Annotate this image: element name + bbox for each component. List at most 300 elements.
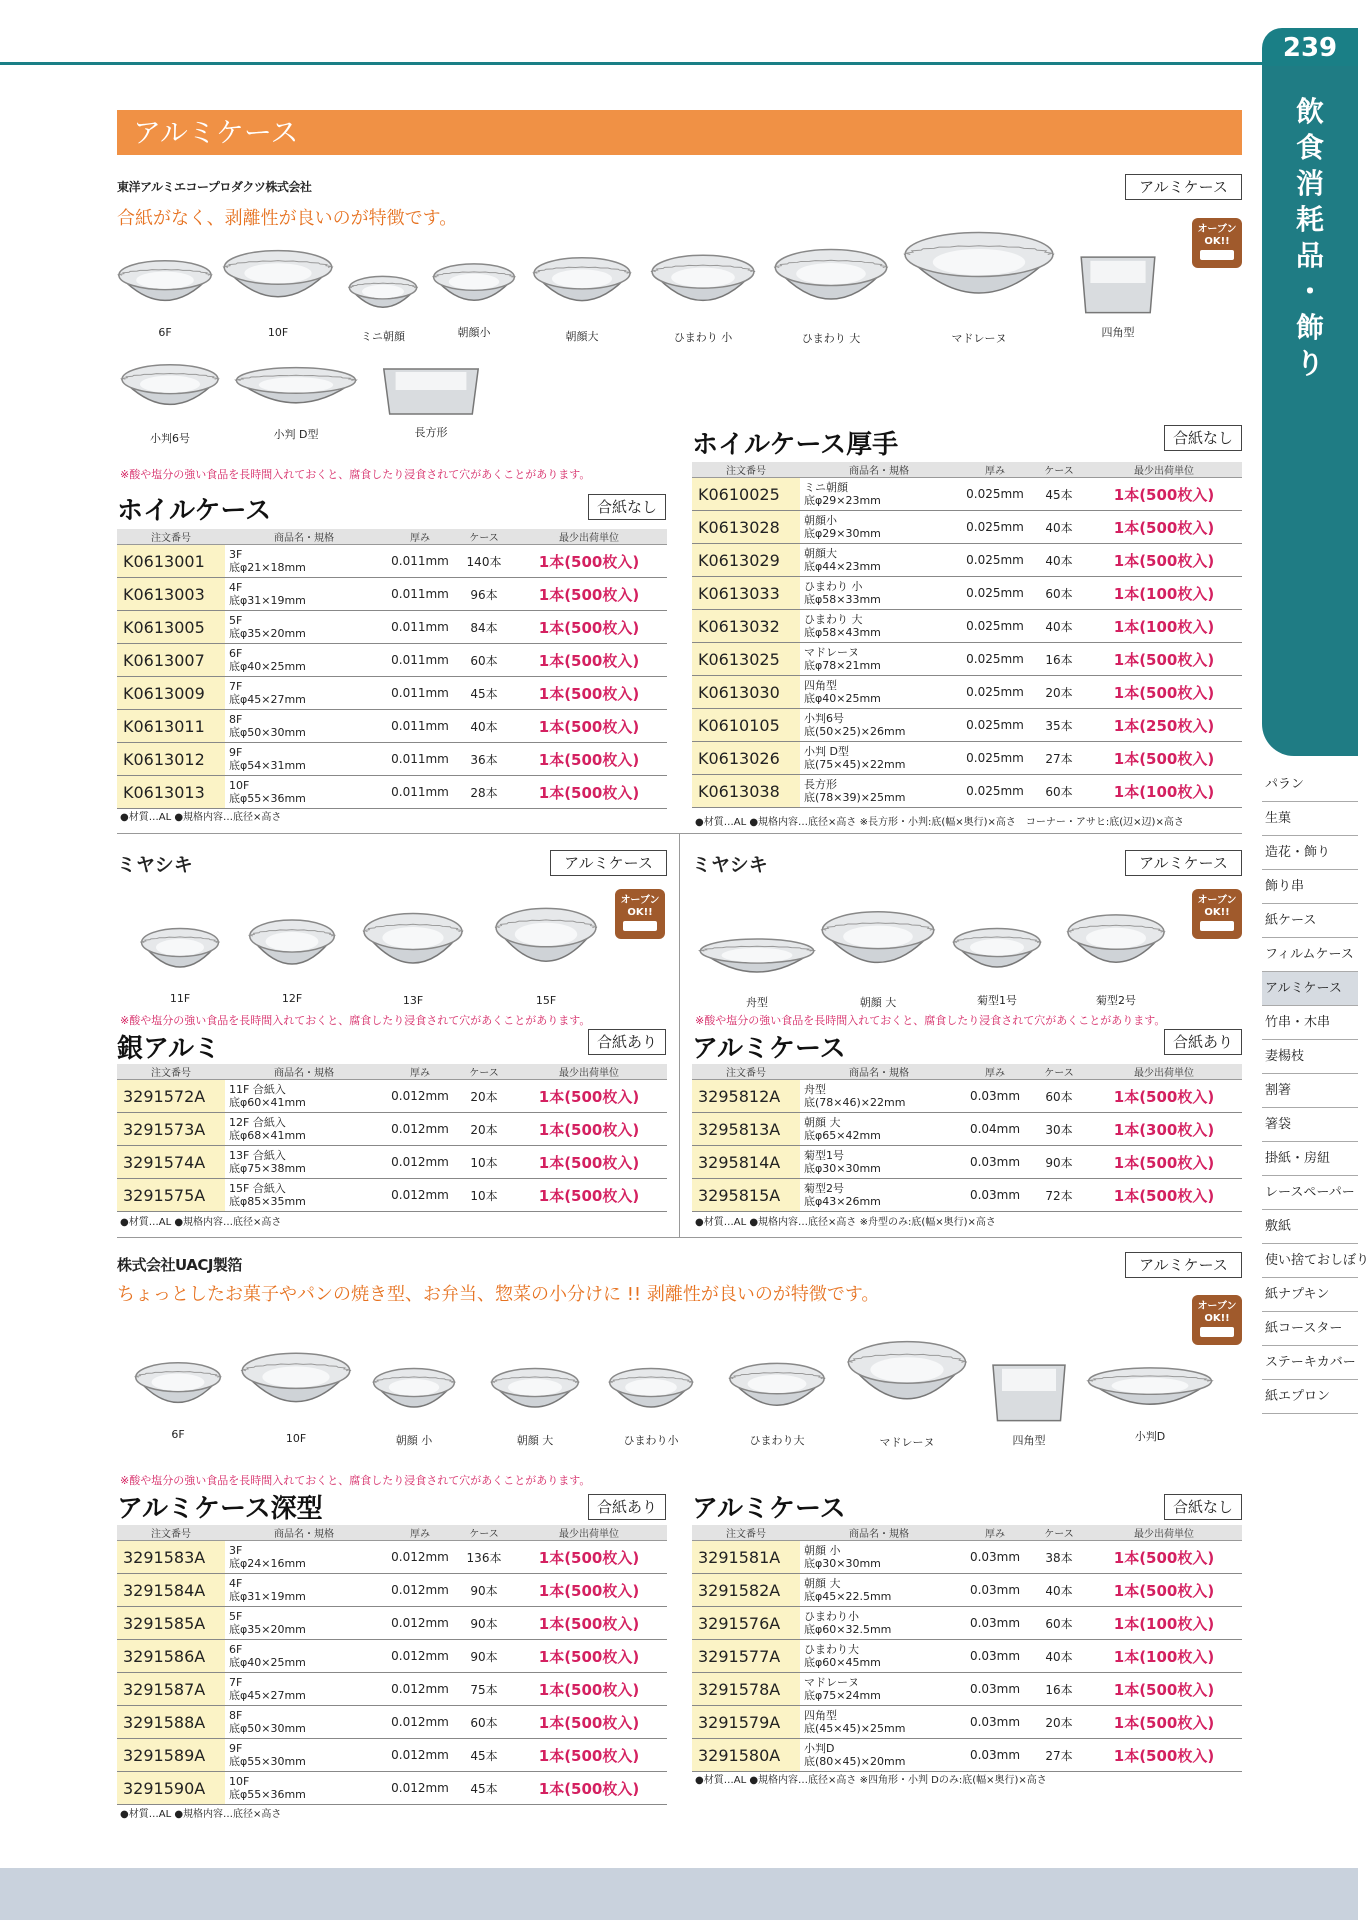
- category-tab[interactable]: [1262, 66, 1358, 756]
- product-label: 10F: [285, 1432, 307, 1445]
- thickness: 0.025mm: [958, 610, 1032, 643]
- section-title-foil-case-thick: ホイルケース厚手: [692, 430, 899, 460]
- table-row[interactable]: [692, 1607, 1242, 1640]
- thickness: 0.03mm: [958, 1673, 1032, 1706]
- foil-cup-icon: [952, 918, 1042, 988]
- table-row[interactable]: [692, 544, 1242, 577]
- maker-name: 東洋アルミエコープロダクツ株式会社: [117, 180, 312, 194]
- oven-ok-badge: オーブンOK!!: [1192, 218, 1242, 268]
- table-row[interactable]: [117, 1541, 667, 1574]
- foil-cup-icon: [348, 268, 418, 324]
- maker-tagline: ちょっとしたお菓子やパンの焼き型、お弁当、惣菜の小分けに !! 剥離性が良いのが特徴です。: [117, 1284, 880, 1305]
- sidebar-item[interactable]: 敷紙: [1262, 1210, 1358, 1244]
- tag-aluminum: アルミケース: [550, 850, 667, 876]
- product-spec: [800, 1179, 958, 1212]
- product-label: 11F: [169, 992, 191, 1005]
- case-qty: 40本: [1032, 511, 1086, 544]
- order-number: K0610105: [692, 709, 800, 742]
- thickness: 0.011mm: [383, 644, 457, 677]
- column-header-case: ケース: [457, 1064, 511, 1080]
- foil-cup-icon: [117, 250, 213, 322]
- product-name: 11F 合紙入: [229, 1083, 286, 1096]
- product-item: [698, 930, 816, 1010]
- case-qty: 38本: [1032, 1541, 1086, 1574]
- product-spec: [225, 776, 383, 809]
- table-row[interactable]: [117, 1179, 667, 1212]
- table-row[interactable]: [117, 1080, 667, 1113]
- product-item: [140, 918, 220, 1005]
- case-qty: 90本: [457, 1607, 511, 1640]
- min-order-unit: 1本(500枚入): [1086, 544, 1242, 577]
- order-number: 3291581A: [692, 1541, 800, 1574]
- page-number: 239: [1262, 28, 1358, 68]
- product-size: 底φ75×38mm: [229, 1162, 306, 1175]
- thickness: 0.012mm: [383, 1739, 457, 1772]
- min-order-unit: 1本(500枚入): [1086, 1541, 1242, 1574]
- product-spec: [800, 544, 958, 577]
- case-qty: 84本: [457, 611, 511, 644]
- table-row[interactable]: [117, 776, 667, 809]
- product-item: [240, 1340, 352, 1445]
- product-label: 6F: [171, 1428, 185, 1441]
- thickness: 0.012mm: [383, 1179, 457, 1212]
- table-row[interactable]: [692, 742, 1242, 775]
- min-order-unit: 1本(500枚入): [1086, 511, 1242, 544]
- product-label: 舟型: [746, 996, 768, 1009]
- order-number: K0613009: [117, 677, 225, 710]
- product-label: 6F: [158, 326, 172, 339]
- sidebar-item[interactable]: フィルムケース: [1262, 938, 1358, 972]
- case-qty: 60本: [457, 1706, 511, 1739]
- min-order-unit: 1本(500枚入): [511, 1640, 667, 1673]
- column-header-thick: 厚み: [383, 1525, 457, 1541]
- foil-cup-icon: [773, 236, 889, 326]
- thickness: 0.011mm: [383, 545, 457, 578]
- min-order-unit: 1本(500枚入): [511, 1574, 667, 1607]
- min-order-unit: 1本(500枚入): [511, 1113, 667, 1146]
- product-size: 底φ40×25mm: [229, 1656, 306, 1669]
- case-qty: 140本: [457, 545, 511, 578]
- min-order-unit: 1本(500枚入): [511, 1541, 667, 1574]
- table-note: ●材質…AL ●規格内容…底径×高さ: [120, 1809, 282, 1820]
- product-item: [222, 238, 334, 339]
- product-name: 9F: [229, 1742, 243, 1755]
- order-number: 3291582A: [692, 1574, 800, 1607]
- foil-cup-icon: [650, 243, 756, 325]
- foil-cup-icon: [902, 216, 1056, 326]
- sidebar-item[interactable]: 造花・飾り: [1262, 836, 1358, 870]
- min-order-unit: 1本(500枚入): [511, 545, 667, 578]
- table-row[interactable]: [692, 775, 1242, 808]
- order-number: K0613038: [692, 775, 800, 808]
- warning-note: ※酸や塩分の強い食品を長時間入れておくと、腐食したり浸食されて穴があくことがあります。: [120, 468, 591, 481]
- table-row[interactable]: [692, 1706, 1242, 1739]
- product-item: [234, 358, 358, 442]
- min-order-unit: 1本(300枚入): [1086, 1113, 1242, 1146]
- foil-cup-icon: [234, 358, 358, 422]
- table-row[interactable]: [117, 1772, 667, 1805]
- product-name: 菊型1号: [804, 1149, 844, 1162]
- tag-with-paper: 合紙あり: [588, 1029, 666, 1055]
- product-label: 朝顔 大: [516, 1434, 554, 1447]
- table-silver-alumi: [117, 1064, 667, 1212]
- column-header-thick: 厚み: [958, 1525, 1032, 1541]
- table-foil-case: [117, 529, 667, 809]
- foil-cup-icon: [222, 238, 334, 322]
- product-spec: [800, 676, 958, 709]
- table-row[interactable]: [692, 643, 1242, 676]
- sidebar-item[interactable]: 生菓: [1262, 802, 1358, 836]
- sidebar-item[interactable]: 紙エプロン: [1262, 1380, 1358, 1414]
- min-order-unit: 1本(500枚入): [1086, 1574, 1242, 1607]
- min-order-unit: 1本(500枚入): [1086, 1146, 1242, 1179]
- sidebar-item[interactable]: 紙コースター: [1262, 1312, 1358, 1346]
- table-row[interactable]: [692, 1739, 1242, 1772]
- sidebar-item[interactable]: 紙ナプキン: [1262, 1278, 1358, 1312]
- product-size: 底φ45×27mm: [229, 693, 306, 706]
- product-size: 底φ50×30mm: [229, 726, 306, 739]
- table-row[interactable]: [692, 478, 1242, 511]
- product-spec: [800, 709, 958, 742]
- oven-ok-badge: オーブンOK!!: [1192, 1295, 1242, 1345]
- thickness: 0.012mm: [383, 1673, 457, 1706]
- column-header-name: 商品名・規格: [800, 1064, 958, 1080]
- sidebar-item[interactable]: 使い捨ておしぼり: [1262, 1244, 1358, 1278]
- product-item: [134, 1352, 222, 1441]
- product-label: ひまわり大: [749, 1434, 805, 1447]
- foil-cup-icon: [728, 1352, 826, 1428]
- column-header-name: 商品名・規格: [800, 462, 958, 478]
- table-row[interactable]: [117, 1146, 667, 1179]
- case-qty: 90本: [1032, 1146, 1086, 1179]
- foil-cup-icon: [248, 908, 336, 988]
- warning-note: ※酸や塩分の強い食品を長時間入れておくと、腐食したり浸食されて穴があくことがあります。: [120, 1014, 591, 1027]
- product-size: 底φ60×45mm: [804, 1656, 881, 1669]
- order-number: K0610025: [692, 478, 800, 511]
- order-number: 3291575A: [117, 1179, 225, 1212]
- case-qty: 45本: [457, 677, 511, 710]
- thickness: 0.011mm: [383, 776, 457, 809]
- min-order-unit: 1本(500枚入): [511, 1772, 667, 1805]
- product-size: 底φ21×18mm: [229, 561, 306, 574]
- product-item: [984, 1354, 1074, 1448]
- product-name: ひまわり小: [804, 1610, 859, 1623]
- product-label: 朝顔大: [565, 330, 599, 343]
- product-spec: [225, 1574, 383, 1607]
- product-label: 菊型2号: [1096, 994, 1136, 1007]
- product-name: 8F: [229, 713, 243, 726]
- table-deep-case: [117, 1525, 667, 1805]
- foil-cup-icon: [846, 1326, 968, 1430]
- oven-ok-badge: オーブンOK!!: [615, 889, 665, 939]
- foil-cup-icon: [1066, 902, 1166, 988]
- product-item: [532, 246, 632, 344]
- product-label: マドレーヌ: [951, 332, 1007, 345]
- min-order-unit: 1本(500枚入): [511, 743, 667, 776]
- table-row[interactable]: [692, 1179, 1242, 1212]
- thickness: 0.012mm: [383, 1574, 457, 1607]
- min-order-unit: 1本(500枚入): [511, 710, 667, 743]
- product-label: ひまわり小: [623, 1434, 679, 1447]
- column-header-moq: 最少出荷単位: [1086, 462, 1242, 478]
- product-size: 底φ30×30mm: [804, 1162, 881, 1175]
- foil-cup-icon: [494, 894, 598, 990]
- table-row[interactable]: [117, 1673, 667, 1706]
- case-qty: 72本: [1032, 1179, 1086, 1212]
- thickness: 0.025mm: [958, 709, 1032, 742]
- sidebar-index: [1262, 768, 1369, 1414]
- foil-cup-icon: [140, 918, 220, 988]
- table-row[interactable]: [117, 1706, 667, 1739]
- product-label: ミニ朝顔: [361, 330, 405, 343]
- thickness: 0.03mm: [958, 1541, 1032, 1574]
- thickness: 0.03mm: [958, 1706, 1032, 1739]
- table-row[interactable]: [117, 1607, 667, 1640]
- table-row[interactable]: [117, 545, 667, 578]
- min-order-unit: 1本(500枚入): [1086, 1673, 1242, 1706]
- table-row[interactable]: [692, 709, 1242, 742]
- product-item: [820, 898, 936, 1010]
- section-title-alumi-case: アルミケース: [692, 1034, 846, 1064]
- product-name: 7F: [229, 1676, 243, 1689]
- product-spec: [225, 1113, 383, 1146]
- product-size: 底φ55×36mm: [229, 1788, 306, 1801]
- sidebar-item[interactable]: レースペーパー: [1262, 1176, 1358, 1210]
- table-row[interactable]: [692, 1113, 1242, 1146]
- product-size: 底(75×45)×22mm: [804, 758, 906, 771]
- column-header-case: ケース: [457, 1525, 511, 1541]
- table-note: ●材質…AL ●規格内容…底径×高さ: [120, 1217, 282, 1228]
- product-name: 朝顔 小: [804, 1544, 841, 1557]
- product-size: 底φ54×31mm: [229, 759, 306, 772]
- thickness: 0.012mm: [383, 1607, 457, 1640]
- sidebar-item[interactable]: 竹串・木串: [1262, 1006, 1358, 1040]
- sidebar-item[interactable]: 割箸: [1262, 1074, 1358, 1108]
- product-spec: [225, 1772, 383, 1805]
- sidebar-item[interactable]: 飾り串: [1262, 870, 1358, 904]
- table-note: ●材質…AL ●規格内容…底径×高さ: [120, 812, 282, 823]
- case-qty: 10本: [457, 1146, 511, 1179]
- thickness: 0.025mm: [958, 511, 1032, 544]
- product-spec: [800, 1146, 958, 1179]
- table-row[interactable]: [692, 1640, 1242, 1673]
- min-order-unit: 1本(500枚入): [1086, 1706, 1242, 1739]
- min-order-unit: 1本(500枚入): [1086, 1080, 1242, 1113]
- table-row[interactable]: [117, 578, 667, 611]
- product-size: 底φ78×21mm: [804, 659, 881, 672]
- product-item: [490, 1358, 580, 1448]
- product-name: 3F: [229, 1544, 243, 1557]
- case-qty: 90本: [457, 1574, 511, 1607]
- product-name: 3F: [229, 548, 243, 561]
- table-row[interactable]: [692, 610, 1242, 643]
- thickness: 0.025mm: [958, 544, 1032, 577]
- min-order-unit: 1本(500枚入): [511, 1607, 667, 1640]
- product-size: 底(78×39)×25mm: [804, 791, 906, 804]
- min-order-unit: 1本(500枚入): [511, 1080, 667, 1113]
- product-spec: [225, 644, 383, 677]
- order-number: K0613030: [692, 676, 800, 709]
- product-spec: [225, 1640, 383, 1673]
- product-size: 底φ31×19mm: [229, 594, 306, 607]
- table-row[interactable]: [117, 644, 667, 677]
- min-order-unit: 1本(100枚入): [1086, 577, 1242, 610]
- foil-cup-icon: [240, 1340, 352, 1428]
- column-header-code: 注文番号: [692, 462, 800, 478]
- product-spec: [800, 1673, 958, 1706]
- sidebar-item[interactable]: アルミケース: [1262, 972, 1358, 1006]
- min-order-unit: 1本(500枚入): [511, 611, 667, 644]
- column-header-thick: 厚み: [958, 462, 1032, 478]
- order-number: 3291574A: [117, 1146, 225, 1179]
- table-note: ●材質…AL ●規格内容…底径×高さ ※長方形・小判:底(幅×奥行)×高さ コーナー・アサヒ:底(辺×辺)×高さ: [695, 817, 1184, 828]
- column-header-thick: 厚み: [383, 529, 457, 545]
- product-spec: [800, 775, 958, 808]
- product-spec: [225, 743, 383, 776]
- product-spec: [800, 610, 958, 643]
- table-row[interactable]: [692, 676, 1242, 709]
- product-name: 6F: [229, 647, 243, 660]
- maker-name: 株式会社UACJ製箔: [117, 1256, 242, 1274]
- product-name: 7F: [229, 680, 243, 693]
- product-spec: [800, 1607, 958, 1640]
- table-row[interactable]: [692, 1146, 1242, 1179]
- sidebar-item[interactable]: 箸袋: [1262, 1108, 1358, 1142]
- min-order-unit: 1本(500枚入): [511, 1673, 667, 1706]
- product-spec: [225, 1146, 383, 1179]
- tag-with-paper: 合紙あり: [1164, 1029, 1242, 1055]
- order-number: K0613011: [117, 710, 225, 743]
- table-row[interactable]: [692, 1574, 1242, 1607]
- case-qty: 27本: [1032, 1739, 1086, 1772]
- thickness: 0.03mm: [958, 1080, 1032, 1113]
- product-spec: [225, 611, 383, 644]
- product-size: 底φ40×25mm: [229, 660, 306, 673]
- product-label: 四角型: [1101, 326, 1135, 339]
- sidebar-item[interactable]: 妻楊枝: [1262, 1040, 1358, 1074]
- foil-cup-icon: [608, 1358, 694, 1428]
- sidebar-item[interactable]: ステーキカバー: [1262, 1346, 1358, 1380]
- table-row[interactable]: [117, 1739, 667, 1772]
- product-label: 四角型: [1012, 1434, 1046, 1447]
- thickness: 0.025mm: [958, 643, 1032, 676]
- tag-aluminum: アルミケース: [1125, 850, 1242, 876]
- table-alumi-case-mid: [692, 1064, 1242, 1212]
- product-item: [608, 1358, 694, 1448]
- product-size: 底φ75×24mm: [804, 1689, 881, 1702]
- category-char: 食: [1295, 131, 1324, 164]
- column-header-code: 注文番号: [692, 1525, 800, 1541]
- product-spec: [800, 1574, 958, 1607]
- case-qty: 27本: [1032, 742, 1086, 775]
- thickness: 0.025mm: [958, 676, 1032, 709]
- product-name: ひまわり大: [804, 1643, 859, 1656]
- case-qty: 45本: [457, 1772, 511, 1805]
- foil-cup-icon: [372, 360, 490, 420]
- thickness: 0.011mm: [383, 743, 457, 776]
- product-name: 4F: [229, 581, 243, 594]
- table-row[interactable]: [692, 511, 1242, 544]
- case-qty: 40本: [1032, 610, 1086, 643]
- product-name: ひまわり 大: [804, 613, 863, 626]
- product-item: [120, 354, 220, 446]
- thickness: 0.012mm: [383, 1113, 457, 1146]
- product-spec: [800, 643, 958, 676]
- product-spec: [800, 1706, 958, 1739]
- sidebar-item[interactable]: 紙ケース: [1262, 904, 1358, 938]
- min-order-unit: 1本(500枚入): [1086, 1179, 1242, 1212]
- foil-cup-icon: [134, 1352, 222, 1424]
- table-row[interactable]: [117, 677, 667, 710]
- order-number: 3291579A: [692, 1706, 800, 1739]
- product-size: 底φ40×25mm: [804, 692, 881, 705]
- min-order-unit: 1本(500枚入): [1086, 478, 1242, 511]
- sidebar-item[interactable]: 掛紙・房紐: [1262, 1142, 1358, 1176]
- table-row[interactable]: [692, 577, 1242, 610]
- order-number: K0613013: [117, 776, 225, 809]
- order-number: K0613025: [692, 643, 800, 676]
- column-header-code: 注文番号: [692, 1064, 800, 1080]
- sidebar-item[interactable]: パラン: [1262, 768, 1358, 802]
- table-row[interactable]: [117, 1113, 667, 1146]
- product-spec: [800, 1541, 958, 1574]
- thickness: 0.03mm: [958, 1607, 1032, 1640]
- product-spec: [225, 710, 383, 743]
- order-number: K0613003: [117, 578, 225, 611]
- product-size: 底φ60×41mm: [229, 1096, 306, 1109]
- order-number: 3291576A: [692, 1607, 800, 1640]
- product-size: 底(78×46)×22mm: [804, 1096, 906, 1109]
- case-qty: 96本: [457, 578, 511, 611]
- order-number: K0613032: [692, 610, 800, 643]
- order-number: 3291580A: [692, 1739, 800, 1772]
- table-row[interactable]: [117, 1574, 667, 1607]
- product-name: 8F: [229, 1709, 243, 1722]
- product-size: 底φ31×19mm: [229, 1590, 306, 1603]
- product-label: 10F: [267, 326, 289, 339]
- min-order-unit: 1本(100枚入): [1086, 1640, 1242, 1673]
- table-row[interactable]: [117, 1640, 667, 1673]
- table-row[interactable]: [117, 710, 667, 743]
- case-qty: 60本: [457, 644, 511, 677]
- table-row[interactable]: [692, 1541, 1242, 1574]
- column-header-thick: 厚み: [958, 1064, 1032, 1080]
- product-size: 底φ24×16mm: [229, 1557, 306, 1570]
- table-row[interactable]: [117, 611, 667, 644]
- product-spec: [800, 577, 958, 610]
- product-name: 小判 D型: [804, 745, 849, 758]
- table-row[interactable]: [692, 1673, 1242, 1706]
- product-size: 底φ45×27mm: [229, 1689, 306, 1702]
- table-row[interactable]: [117, 743, 667, 776]
- table-note: ●材質…AL ●規格内容…底径×高さ ※四角形・小判 Dのみ:底(幅×奥行)×高さ: [695, 1775, 1047, 1786]
- product-size: 底φ45×22.5mm: [804, 1590, 892, 1603]
- case-qty: 136本: [457, 1541, 511, 1574]
- table-row[interactable]: [692, 1080, 1242, 1113]
- min-order-unit: 1本(250枚入): [1086, 709, 1242, 742]
- product-label: マドレーヌ: [879, 1436, 935, 1449]
- thickness: 0.012mm: [383, 1146, 457, 1179]
- case-qty: 60本: [1032, 577, 1086, 610]
- case-qty: 36本: [457, 743, 511, 776]
- column-header-code: 注文番号: [117, 1064, 225, 1080]
- case-qty: 16本: [1032, 1673, 1086, 1706]
- order-number: 3291588A: [117, 1706, 225, 1739]
- thickness: 0.012mm: [383, 1640, 457, 1673]
- product-item: [348, 268, 418, 344]
- case-qty: 28本: [457, 776, 511, 809]
- min-order-unit: 1本(100枚入): [1086, 775, 1242, 808]
